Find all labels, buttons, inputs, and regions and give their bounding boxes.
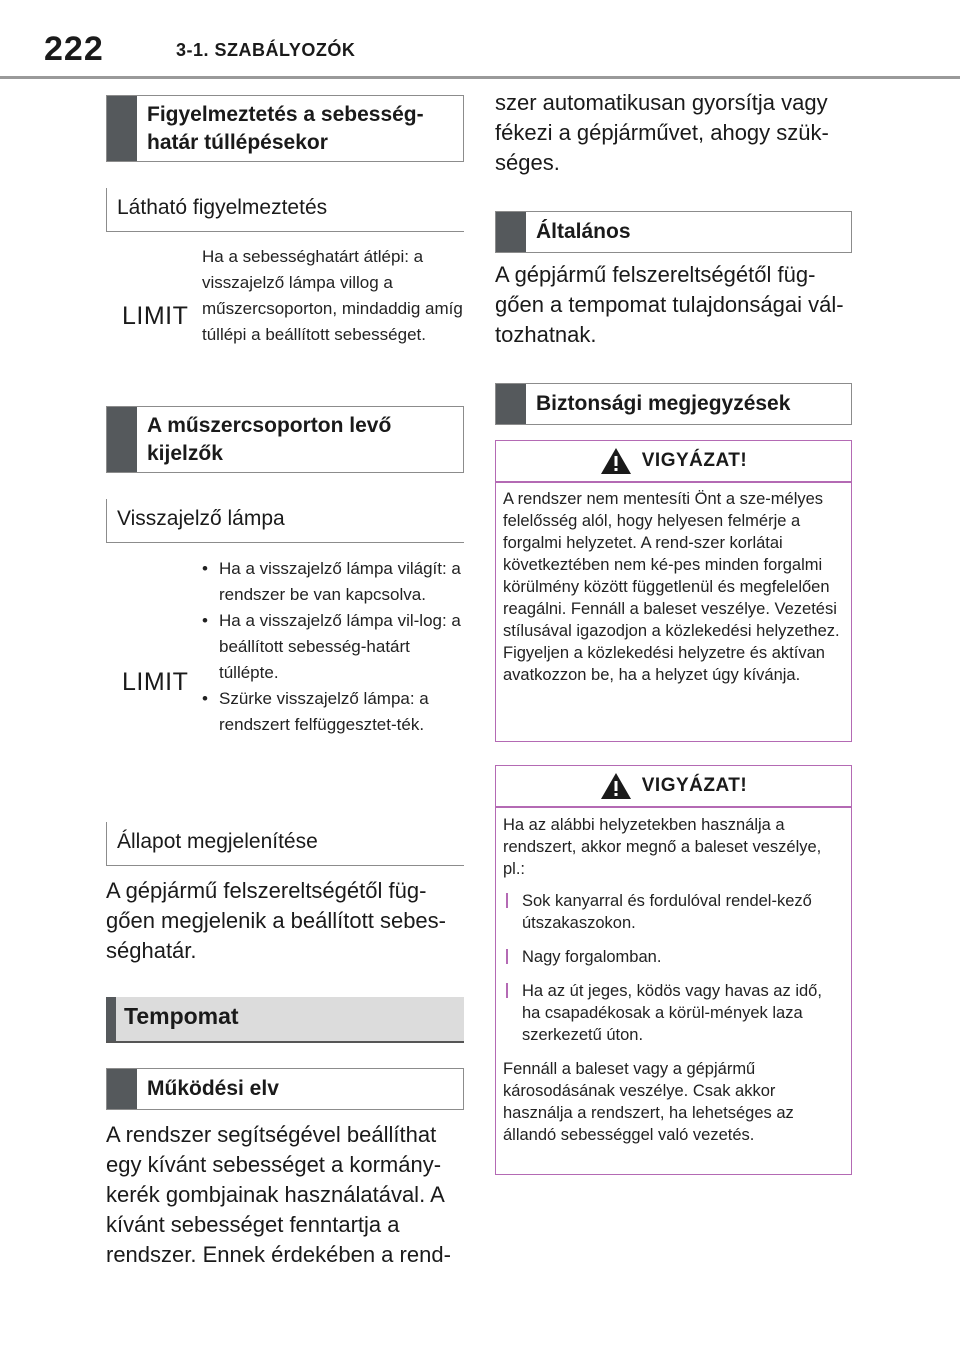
heading-text: Biztonsági megjegyzések bbox=[536, 392, 791, 415]
section-heading-text: Tempomat bbox=[124, 1003, 239, 1029]
indicator-bullet-list bbox=[202, 556, 464, 738]
subheading-text: Visszajelző lámpa bbox=[117, 507, 285, 530]
heading-text: Általános bbox=[536, 220, 631, 243]
heading-box-safety bbox=[495, 383, 852, 425]
heading-bar bbox=[107, 96, 137, 161]
warning-header bbox=[496, 441, 851, 481]
warning-divider bbox=[496, 806, 851, 808]
warning-box bbox=[495, 765, 852, 1175]
bullet-item: • Ha a visszajelző lámpa világít: a rendszer be van kapcsolva. bbox=[202, 556, 464, 608]
warning-header bbox=[496, 766, 851, 806]
heading-text: A műszercsoporton levő kijelzők bbox=[147, 413, 392, 465]
section-heading-tempomat bbox=[106, 997, 464, 1043]
subheading-indicator-lamp bbox=[106, 499, 464, 543]
heading-bar bbox=[496, 384, 526, 424]
limit-indicator-symbol: LIMIT bbox=[122, 302, 189, 330]
subheading-text: Látható figyelmeztetés bbox=[117, 196, 328, 219]
warning-outro: Fennáll a baleset vagy a gépjármű károsodásának veszélye. Csak akkor használja a rendszert, ha lehetséges az állandó sebességgel való vezetés. bbox=[503, 1060, 794, 1144]
warning-text: A rendszer nem mentesíti Önt a sze-mélyes felelősség alól, hogy helyesen felmérje a forgalmi helyzetet. A rend-szer korlátai következtében nem ké-pes minden forgalmi körülmény között függetlenül és megfelelően reagálni. Fennáll a baleset veszélye. Vezetési stílusával igazodjon a közlekedési helyzethez. Figyeljen a közlekedési helyzetre és aktívan avatkozzon be, ha a helyzet úgy kívánja. bbox=[503, 490, 840, 684]
warning-list-item: Sok kanyarral és fordulóval rendel-kező útszakaszokon. bbox=[503, 890, 841, 934]
warning-title: VIGYÁZAT! bbox=[641, 450, 748, 471]
section-heading-bar bbox=[106, 997, 116, 1041]
heading-text: Figyelmeztetés a sebesség-határ túllépésekor bbox=[147, 102, 424, 154]
heading-bar bbox=[496, 212, 526, 252]
subheading-visible-warning bbox=[106, 188, 464, 232]
bullet-item: • Szürke visszajelző lámpa: a rendszert felfüggesztet-ték. bbox=[202, 686, 464, 738]
status-paragraph: A gépjármű felszereltségétől füg-gően megjelenik a beállított sebes-séghatár. bbox=[106, 878, 446, 963]
heading-text: Működési elv bbox=[147, 1077, 279, 1100]
section-title: 3-1. SZABÁLYOZÓK bbox=[176, 40, 356, 60]
heading-bar bbox=[107, 1069, 137, 1109]
warning-title: VIGYÁZAT! bbox=[641, 775, 748, 796]
subheading-status-display bbox=[106, 822, 464, 866]
continued-paragraph: szer automatikusan gyorsítja vagy fékezi a gépjárművet, ahogy szük-séges. bbox=[495, 90, 829, 175]
heading-box-speed-warning bbox=[106, 95, 464, 162]
heading-box-operating-principle bbox=[106, 1068, 464, 1110]
general-paragraph: A gépjármű felszereltségétől füg-gően a tempomat tulajdonságai vál-tozhatnak. bbox=[495, 262, 844, 347]
heading-box-general bbox=[495, 211, 852, 253]
header-rule bbox=[0, 76, 960, 79]
warning-triangle-icon bbox=[600, 447, 632, 475]
limit-description: Ha a sebességhatárt átlépi: a visszajelző lámpa villog a műszercsoporton, mindaddig amíg túllépi a beállított sebességet. bbox=[202, 247, 463, 344]
bullet-item: • Ha a visszajelző lámpa vil-log: a beállított sebesség-határt túllépte. bbox=[202, 608, 464, 686]
warning-intro: Ha az alábbi helyzetekben használja a rendszert, akkor megnő a baleset veszélye, pl.: bbox=[503, 816, 822, 878]
warning-content bbox=[503, 814, 841, 1146]
warning-list-item: Nagy forgalomban. bbox=[503, 946, 841, 968]
warning-list-item: Ha az út jeges, ködös vagy havas az idő, ha csapadékosak a körül-mények laza szerkezetű úton. bbox=[503, 980, 841, 1046]
warning-box bbox=[495, 440, 852, 742]
warning-divider bbox=[496, 481, 851, 483]
warning-triangle-icon bbox=[600, 772, 632, 800]
heading-bar bbox=[107, 407, 137, 472]
warning-list bbox=[503, 890, 841, 1046]
operating-paragraph: A rendszer segítségével beállíthat egy kívánt sebességet a kormány-kerék gombjainak használatával. A kívánt sebességet fenntartja a rendszer. Ennek érdekében a rend- bbox=[106, 1122, 451, 1267]
page-number: 222 bbox=[44, 30, 104, 68]
heading-box-cluster-displays bbox=[106, 406, 464, 473]
subheading-text: Állapot megjelenítése bbox=[117, 830, 318, 853]
limit-indicator-symbol: LIMIT bbox=[122, 668, 189, 696]
